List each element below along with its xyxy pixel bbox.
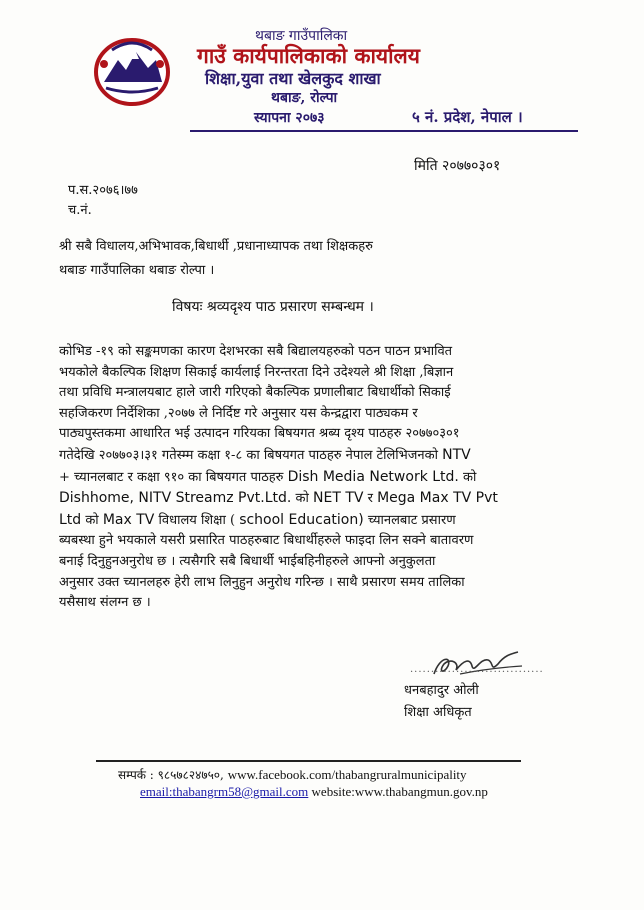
- body-line: [59, 488, 585, 510]
- footer-email-link[interactable]: email:thabangrm58@gmail.com: [140, 784, 309, 799]
- body-line: [59, 467, 585, 489]
- recipient-line-1: श्री सबै विधालय,अभिभावक,बिधार्थी ,प्रधानाध्यापक तथा शिक्षकहरु: [59, 239, 373, 254]
- footer-website-link[interactable]: website:www.thabangmun.gov.np: [311, 784, 488, 799]
- body-text-latin: NTV: [442, 446, 471, 463]
- body-line: तथा प्रविधि मन्त्रालयबाट हाले जारी गरिएको बैकल्पिक प्रणालीबाट बिधार्थीको सिकाई: [59, 385, 451, 401]
- signatory-title: शिक्षा अधिकृत: [404, 705, 472, 720]
- body-line: भयकोले बैकल्पिक शिक्षण सिकाई कार्यलाई निरन्तरता दिने उदेश्यले श्री शिक्षा ,बिज्ञान: [59, 364, 454, 380]
- body-text-latin: Max TV: [102, 511, 155, 528]
- signature-line: ................................: [410, 664, 544, 675]
- footer-phone: सम्पर्क : ९८५७८२४७५०,: [118, 768, 224, 782]
- body-line: [59, 445, 585, 467]
- footer-contact: [118, 766, 467, 783]
- body-text: + च्यानलबाट र कक्षा ९१० का बिषयगत पाठहरु: [59, 469, 284, 485]
- body-line: यसैसाथ संलग्न छ ।: [59, 595, 151, 611]
- body-line: कोभिड -१९ को सङ्कमणका कारण देशभरका सबै बिद्यालयहरुको पठन पाठन प्रभावित: [59, 344, 453, 359]
- body-line: ब्यबस्था हुने भयकाले यसरी प्रसारित पाठहरुबाट बिधार्थीहरुले फाइदा लिन सक्ने बातावरण: [59, 533, 474, 549]
- letter-ref-number: प.स.२०७६।७७: [68, 183, 138, 198]
- letter-dispatch-number: च.नं.: [68, 203, 92, 218]
- body-text-latin: Ltd: [59, 511, 82, 528]
- body-text-latin: Dishhome, NITV Streamz Pvt.Ltd.: [59, 490, 292, 507]
- letter-body: [59, 342, 585, 614]
- footer-email-website: [140, 784, 488, 800]
- recipient-line-2: थबाङ गाउँपालिका थबाङ रोल्पा ।: [59, 263, 215, 278]
- letterhead-established: स्यापना २०७३: [254, 110, 325, 126]
- body-line: अनुसार उक्त च्यानलहरु हेरी लाभ लिनुहुन अनुरोध गरिन्छ । साथै प्रसारण समय तालिका: [59, 574, 465, 590]
- letter-date: मिति २०७७०३०१: [414, 158, 501, 174]
- body-line: सहजिकरण निर्देशिका ,२०७७ ले निर्दिष्ट गरे अनुसार यस केन्द्रद्वारा पाठ्यकम र: [59, 405, 418, 421]
- letterhead-office: गाउँ कार्यपालिकाको कार्यालय: [197, 43, 420, 68]
- body-text-latin: school Education): [239, 511, 364, 528]
- body-text-latin: Mega Max TV Pvt: [377, 490, 498, 507]
- letterhead-address: थबाङ, रोल्पा: [271, 90, 338, 106]
- body-text-latin: NET TV: [313, 490, 364, 507]
- footer-divider: [96, 760, 521, 762]
- nepal-emblem-logo: [92, 30, 172, 110]
- footer-facebook-link[interactable]: www.facebook.com/thabangruralmunicipality: [227, 767, 467, 782]
- letter-subject: विषयः श्रव्यदृश्य पाठ प्रसारण सम्बन्धम ।: [172, 299, 374, 315]
- letterhead-municipality: थबाङ गाउँपालिका: [255, 28, 348, 44]
- body-text: को: [463, 469, 477, 485]
- body-text: गतेदेखि २०७७०३।३१ गतेस्म्म कक्षा १-८ का बिषयगत पाठहरु नेपाल टेलिभिजनको: [59, 447, 438, 463]
- body-line: पाठ्यपुस्तकमा आधारित भई उत्पादन गरियका बिषयगत श्रब्य दृश्य पाठहरु २०७७०३०१: [59, 426, 460, 442]
- body-line: बनाई दिनुहुनअनुरोध छ । त्यसैगरि सबै बिधार्थी भाईबहिनीहरुले आफ्नो अनुकुलता: [59, 553, 436, 569]
- letterhead-section: शिक्षा,युवा तथा खेलकुद शाखा: [205, 69, 381, 88]
- body-text: च्यानलबाट प्रसारण: [367, 512, 456, 528]
- body-line: [59, 510, 585, 532]
- body-text-latin: Dish Media Network Ltd.: [287, 468, 459, 485]
- signatory-name: धनबहादुर ओली: [404, 683, 479, 698]
- body-text: विधालय शिक्षा (: [158, 512, 236, 528]
- letterhead-province: ५ नं. प्रदेश, नेपाल ।: [412, 108, 523, 126]
- body-text: को: [85, 512, 99, 528]
- body-text: को: [295, 491, 309, 507]
- body-text: र: [367, 491, 373, 507]
- header-divider: [190, 130, 578, 132]
